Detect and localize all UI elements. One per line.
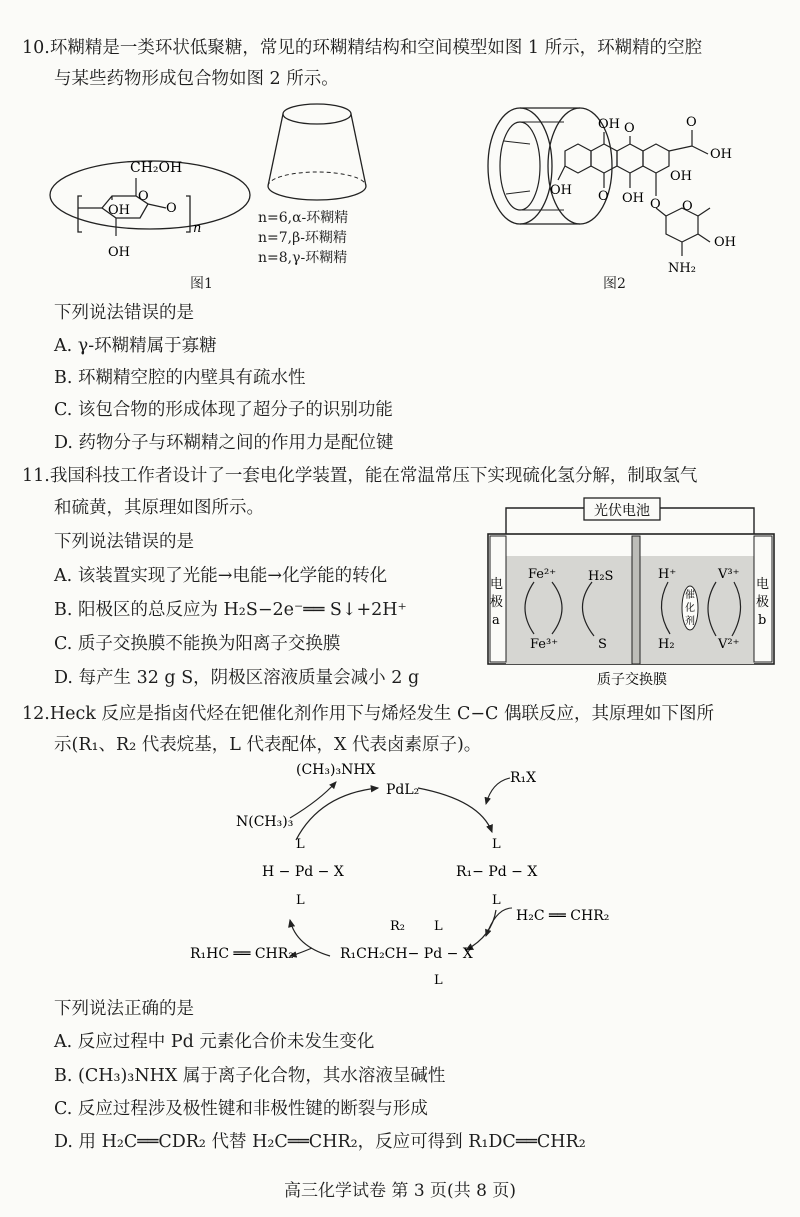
pv-battery-label: 光伏电池 [594, 503, 650, 519]
drug-oh-2: OH [710, 147, 732, 162]
q12-stem-line2: 示(R₁、R₂ 代表烷基，L 代表配体，X 代表卤素原子)。 [54, 735, 482, 755]
q12-option-a[interactable]: A. 反应过程中 Pd 元素化合价未发生变化 [54, 1032, 375, 1052]
drug-o-5: O [682, 199, 693, 214]
drug-nh2: NH₂ [668, 261, 696, 276]
drug-oh-5: OH [714, 235, 736, 250]
insertion-intermediate: R₁CH₂CH− Pd − X [340, 946, 473, 962]
electrode-a-char3: a [492, 613, 500, 628]
q11-stem-line2: 和硫黄，其原理如图所示。 [54, 498, 264, 518]
sulfur-label: S [598, 637, 607, 652]
bottom-top-l: L [434, 919, 443, 934]
q10-option-a[interactable]: A. γ-环糊精属于寡糖 [54, 336, 217, 356]
link-o-label: O [166, 201, 177, 216]
r1-pd-x-complex: R₁− Pd − X [456, 864, 538, 880]
electrochem-cell-diagram [482, 496, 782, 692]
drug-oh-4: OH [622, 191, 644, 206]
drug-o-3: O [598, 189, 609, 204]
drug-o-2: O [686, 115, 697, 130]
right-bottom-l: L [492, 893, 501, 908]
left-bottom-l: L [296, 893, 305, 908]
r2-substituent: R₂ [390, 919, 405, 934]
h2s-label: H₂S [588, 569, 614, 584]
bottom-bottom-l: L [434, 973, 443, 988]
left-top-l: L [296, 837, 305, 852]
q12-option-b[interactable]: B. (CH₃)₃NHX 属于离子化合物，其水溶液呈碱性 [54, 1066, 446, 1086]
fig2-label: 图2 [603, 276, 626, 292]
q10-number: 10. [22, 38, 50, 58]
ch2oh-label: CH₂OH [130, 160, 183, 176]
fe3-label: Fe³⁺ [530, 637, 559, 652]
electrode-b-char2: 极 [756, 595, 770, 610]
oh-label-1: OH [108, 203, 130, 218]
coupling-product: R₁HC ══ CHR₂ [190, 946, 294, 962]
cd-type-list [258, 208, 348, 268]
heck-catalytic-cycle [180, 760, 620, 990]
q11-option-a[interactable]: A. 该装置实现了光能→电能→化学能的转化 [54, 566, 388, 586]
drug-o-1: O [624, 121, 635, 136]
q10-stem-line2: 与某些药物形成包合物如图 2 所示。 [54, 69, 339, 89]
q12-option-c[interactable]: C. 反应过程涉及极性键和非极性键的断裂与形成 [54, 1099, 428, 1119]
proton-exchange-membrane [632, 536, 640, 664]
right-top-l: L [492, 837, 501, 852]
electrode-b-char3: b [758, 613, 767, 628]
catalyst-char2: 化 [685, 603, 695, 614]
n-subscript: n [193, 221, 202, 236]
q12-option-d[interactable]: D. 用 H₂C══CDR₂ 代替 H₂C══CHR₂，反应可得到 R₁DC══CHR₂ [54, 1132, 586, 1152]
v2-label: V²⁺ [718, 637, 740, 652]
cd-type-gamma: n=8,γ-环糊精 [258, 250, 348, 266]
q11-stem-line1: 11.我国科技工作者设计了一套电化学装置，能在常温常压下实现硫化氢分解，制取氢气 [22, 466, 698, 486]
q10-stem-line1: 10.环糊精是一类环状低聚糖，常见的环糊精结构和空间模型如图 1 所示，环糊精的空腔 [22, 38, 703, 58]
drug-oh-3: OH [670, 169, 692, 184]
catalyst-char3: 剂 [685, 616, 695, 627]
h2-label: H₂ [658, 637, 675, 652]
fig1-structure [40, 140, 270, 290]
ring-o-label: O [138, 189, 149, 204]
r1x-reagent: R₁X [510, 770, 537, 786]
catalyst-char1: 催 [685, 590, 695, 601]
q11-option-b[interactable]: B. 阳极区的总反应为 H₂S−2e⁻══ S↓+2H⁺ [54, 600, 407, 620]
q10-option-c[interactable]: C. 该包合物的形成体现了超分子的识别功能 [54, 400, 393, 420]
q11-number: 11. [22, 466, 50, 486]
h-pd-x-complex: H − Pd − X [262, 864, 344, 880]
pdl2-catalyst: PdL₂ [386, 782, 420, 798]
fe2-label: Fe²⁺ [528, 567, 557, 582]
cd-type-beta: n=7,β-环糊精 [258, 230, 347, 246]
q12-stem-line1: 12.Heck 反应是指卤代烃在钯催化剂作用下与烯烃发生 C−C 偶联反应，其原理如下图所 [22, 704, 714, 724]
membrane-label: 质子交换膜 [597, 672, 667, 688]
electrode-b-char1: 电 [756, 577, 770, 592]
q10-option-b[interactable]: B. 环糊精空腔的内壁具有疏水性 [54, 368, 306, 388]
drug-oh-1: OH [598, 117, 620, 132]
q11-option-c[interactable]: C. 质子交换膜不能换为阳离子交换膜 [54, 634, 341, 654]
drug-oh-6: OH [550, 183, 572, 198]
nme3-base: N(CH₃)₃ [236, 814, 294, 830]
cd-type-alpha: n=6,α-环糊精 [258, 210, 349, 226]
electrode-a-char1: 电 [490, 577, 504, 592]
q10-prompt: 下列说法错误的是 [54, 303, 194, 323]
alkene-reagent: H₂C ══ CHR₂ [516, 908, 610, 924]
fig1-label: 图1 [190, 276, 213, 292]
cone-model [262, 96, 374, 208]
q11-prompt: 下列说法错误的是 [54, 532, 194, 552]
oh-label-2: OH [108, 245, 130, 260]
nhx-byproduct: (CH₃)₃NHX [296, 762, 376, 778]
v3-label: V³⁺ [718, 567, 740, 582]
drug-o-4: O [650, 197, 661, 212]
q11-option-d[interactable]: D. 每产生 32 g S，阴极区溶液质量会减小 2 g [54, 668, 420, 688]
page-footer: 高三化学试卷 第 3 页(共 8 页) [284, 1181, 516, 1201]
h-plus-label: H⁺ [658, 567, 677, 582]
q12-prompt: 下列说法正确的是 [54, 999, 194, 1019]
q12-number: 12. [22, 704, 50, 724]
fig2-inclusion-complex [470, 96, 800, 286]
electrode-a-char2: 极 [490, 595, 504, 610]
q10-option-d[interactable]: D. 药物分子与环糊精之间的作用力是配位键 [54, 433, 394, 453]
